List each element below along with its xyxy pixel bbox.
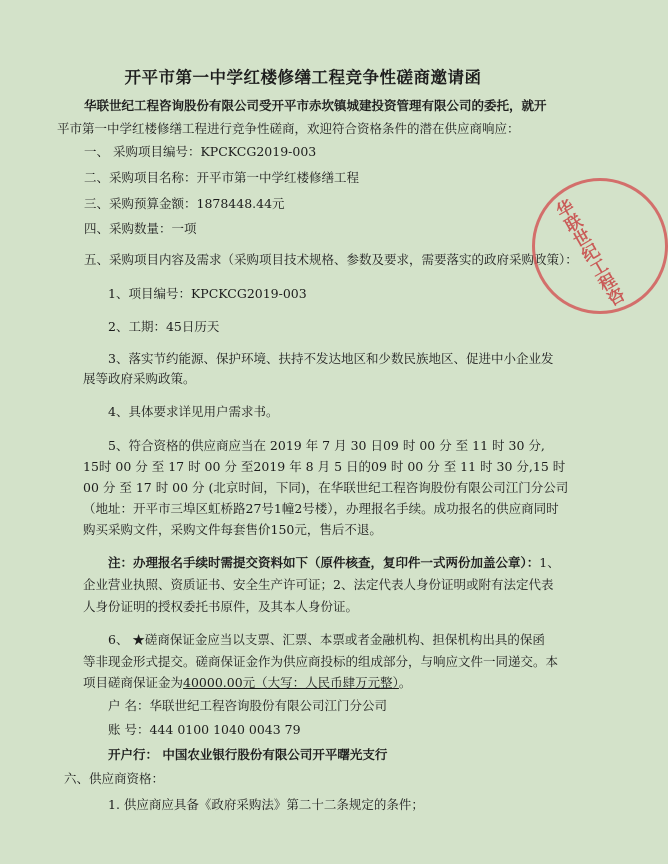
item-6-line-1: 6、 ★磋商保证金应当以支票、汇票、本票或者金融机构、担保机构出具的保函 (108, 632, 545, 647)
item-5-line-5: 购买采购文件，采购文件每套售价150元，售后不退。 (83, 522, 382, 537)
note-line-3: 人身份证明的授权委托书原件，及其本人身份证。 (83, 599, 359, 614)
bank-branch: 开户行： 中国农业银行股份有限公司开平曙光支行 (108, 747, 388, 762)
account-number-value: 444 0100 1040 0043 79 (149, 722, 301, 737)
section-2-project-name: 二、采购项目名称：开平市第一中学红楼修缮工程 (84, 170, 360, 185)
item-6-line-3 (83, 675, 411, 691)
item-5-line-3: 00 分 至 17 时 00 分 (北京时间，下同)，在华联世纪工程咨询股份有限公司江门分公司 (83, 480, 569, 495)
note-line-1-tail: 1、 (539, 555, 560, 570)
qualification-1: 1. 供应商应具备《政府采购法》第二十二条规定的条件； (108, 797, 424, 812)
page-title: 开平市第一中学红楼修缮工程竞争性磋商邀请函 (124, 68, 482, 87)
deposit-suffix: 。 (398, 675, 412, 690)
item-6-line-2: 等非现金形式提交。磋商保证金作为供应商投标的组成部分，与响应文件一同递交。本 (83, 654, 559, 669)
account-name-value: 华联世纪工程咨询股份有限公司江门分公司 (149, 698, 387, 713)
section-3-budget: 三、采购预算金额：1878448.44元 (84, 196, 285, 211)
note-line-2: 企业营业执照、资质证书、安全生产许可证；2、法定代表人身份证明或附有法定代表 (83, 577, 554, 592)
item-3-line-1: 3、落实节约能源、保护环境、扶持不发达地区和少数民族地区、促进中小企业发 (108, 351, 554, 366)
item-5-line-1: 5、符合资格的供应商应当在 2019 年 7 月 30 日09 时 00 分 至 11 时 30 分, (108, 438, 545, 453)
company-seal-text: 华联世纪工程咨 (549, 197, 627, 311)
item-3-line-2: 展等政府采购政策。 (83, 371, 196, 386)
account-name-label: 户 名： (108, 698, 150, 713)
item-5-line-2: 15时 00 分 至 17 时 00 分 至2019 年 8 月 5 日的09 时 00 分 至 11 时 30 分,15 时 (83, 459, 566, 474)
bank-account-number (108, 722, 301, 738)
note-line-1 (108, 555, 560, 571)
note-line-1-bold: 注：办理报名手续时需提交资料如下（原件核查，复印件一式两份加盖公章）： (108, 555, 540, 570)
intro-line-2: 平市第一中学红楼修缮工程进行竞争性磋商，欢迎符合资格条件的潜在供应商响应： (57, 121, 520, 136)
item-4: 4、具体要求详见用户需求书。 (108, 404, 279, 419)
item-2: 2、工期：45日历天 (108, 319, 220, 334)
deposit-prefix: 项目磋商保证金为 (83, 675, 184, 690)
section-4-quantity: 四、采购数量：一项 (84, 221, 197, 236)
item-5-line-4: （地址：开平市三埠区虹桥路27号1幢2号楼），办理报名手续。成功报名的供应商同时 (83, 501, 559, 516)
section-1-project-number: 一、 采购项目编号：KPCKCG2019-003 (84, 144, 317, 159)
section-6-heading: 六、供应商资格： (64, 771, 165, 786)
bank-account-name (108, 698, 387, 714)
section-5-heading: 五、采购项目内容及需求（采购项目技术规格、参数及要求，需要落实的政府采购政策）： (84, 252, 578, 267)
item-1: 1、项目编号：KPCKCG2019-003 (108, 286, 307, 301)
account-number-label: 账 号： (108, 722, 150, 737)
intro-line-1: 华联世纪工程咨询股份有限公司受开平市赤坎镇城建投资管理有限公司的委托，就开 (84, 98, 547, 113)
deposit-amount: 40000.00元（大写：人民币肆万元整） (183, 675, 399, 690)
